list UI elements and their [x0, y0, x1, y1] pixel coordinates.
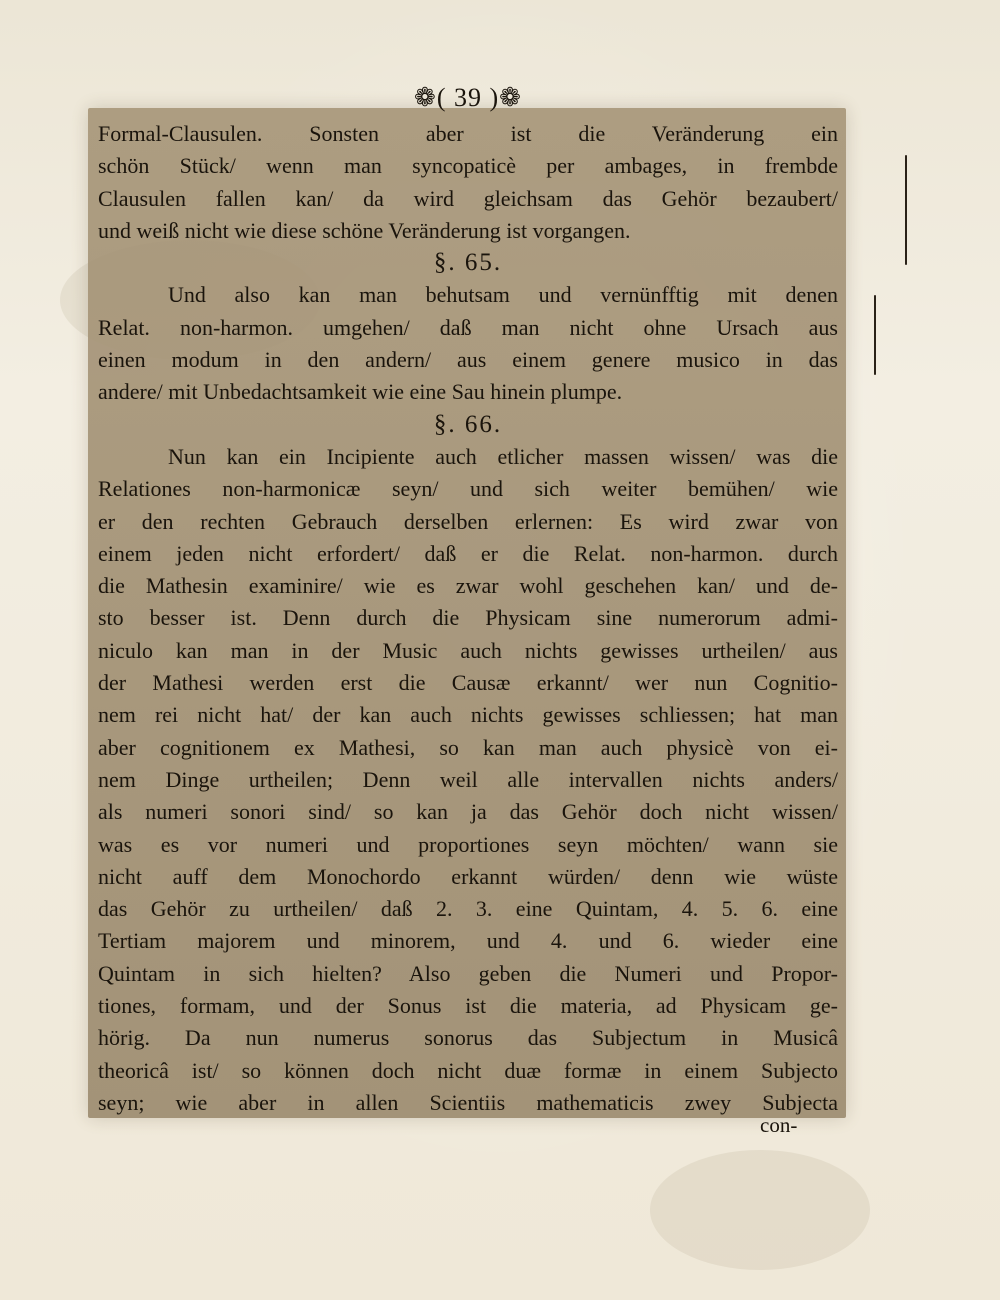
text-line: und weiß nicht wie diese schöne Veränderung ist vorgangen.: [98, 217, 631, 243]
text-line: tiones, formam, und der Sonus ist die materia, ad Physicam ge-: [98, 993, 838, 1019]
text-line: Und also kan man behutsam und vernünfftig mit denen: [168, 282, 838, 308]
page-number: ❁( 39 )❁: [414, 83, 522, 112]
margin-mark: [874, 295, 876, 375]
text-line: einem jeden nicht erfordert/ daß er die Relat. non-harmon. durch: [98, 540, 838, 566]
text-line: der Mathesi werden erst die Causæ erkannt/ wer nun Cognitio-: [98, 670, 838, 696]
text-line: Formal-Clausulen. Sonsten aber ist die Veränderung ein: [98, 121, 838, 146]
text-line: Relationes non-harmonicæ seyn/ und sich weiter bemühen/ wie: [98, 476, 838, 502]
text-line: hörig. Da nun numerus sonorus das Subjectum in Musicâ: [98, 1025, 838, 1051]
text-line: aber cognitionem ex Mathesi, so kan man auch physicè von ei-: [98, 734, 838, 760]
text-line: Clausulen fallen kan/ da wird gleichsam das Gehör bezaubert/: [98, 185, 838, 211]
text-line: theoricâ ist/ so können doch nicht duæ formæ in einem Subjecto: [98, 1057, 838, 1083]
text-line: Nun kan ein Incipiente auch etlicher massen wissen/ was die: [168, 443, 838, 469]
margin-mark: [905, 155, 907, 265]
text-line: Relat. non-harmon. umgehen/ daß man nicht ohne Ursach aus: [98, 314, 838, 340]
text-line: nicht auff dem Monochordo erkannt würden/ denn wie wüste: [98, 863, 838, 889]
text-line: seyn; wie aber in allen Scientiis mathematicis zwey Subjecta: [98, 1089, 838, 1115]
paper-stain: [650, 1150, 870, 1270]
text-line: nem rei nicht hat/ der kan auch nichts gewisses schliessen; hat man: [98, 702, 838, 728]
text-line: sto besser ist. Denn durch die Physicam sine numerorum admi-: [98, 605, 838, 631]
text-line: Quintam in sich hielten? Also geben die Numeri und Propor-: [98, 960, 838, 986]
text-line: das Gehör zu urtheilen/ daß 2. 3. eine Quintam, 4. 5. 6. eine: [98, 896, 838, 922]
text-line: Tertiam majorem und minorem, und 4. und 6. wieder eine: [98, 928, 838, 954]
page-content: [98, 78, 838, 1119]
text-line: einen modum in den andern/ aus einem genere musico in das: [98, 347, 838, 373]
text-line: schön Stück/ wenn man syncopaticè per ambages, in frembde: [98, 153, 838, 179]
text-line: niculo kan man in der Music auch nichts gewisses urtheilen/ aus: [98, 637, 838, 663]
catchword: con-: [760, 1113, 798, 1137]
text-line: nem Dinge urtheilen; Denn weil alle intervallen nichts anders/: [98, 766, 838, 792]
text-line: was es vor numeri und proportiones seyn möchten/ wann sie: [98, 831, 838, 857]
text-line: als numeri sonori sind/ so kan ja das Gehör doch nicht wissen/: [98, 799, 838, 825]
section-heading-66: §. 66.: [433, 410, 503, 438]
section-heading-65: §. 65.: [433, 249, 503, 277]
text-line: er den rechten Gebrauch derselben erlernen: Es wird zwar von: [98, 508, 838, 534]
text-line: die Mathesin examinire/ wie es zwar wohl geschehen kan/ und de-: [98, 573, 838, 599]
text-line: andere/ mit Unbedachtsamkeit wie eine Sau hinein plumpe.: [98, 379, 623, 405]
